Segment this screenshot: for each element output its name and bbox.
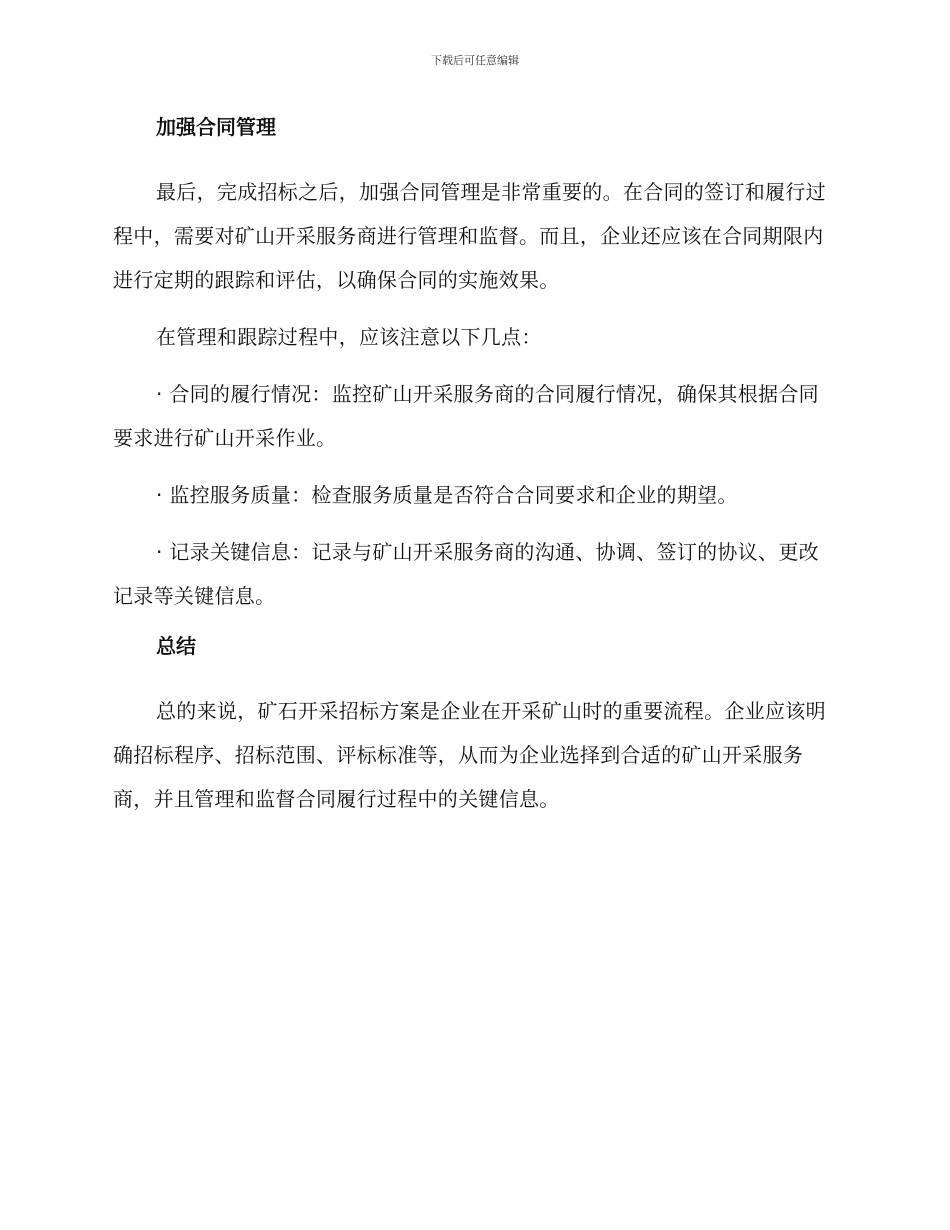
bullet-key-information: · 记录关键信息：记录与矿山开采服务商的沟通、协调、签订的协议、更改记录等关键信息。 — [113, 540, 819, 608]
page-header: 下载后可任意编辑 — [431, 54, 519, 67]
section-heading-contract-management: 加强合同管理 — [156, 115, 276, 139]
paragraph-attention-points: 在管理和跟踪过程中，应该注意以下几点： — [156, 325, 542, 349]
bullet-service-quality: · 监控服务质量：检查服务质量是否符合合同要求和企业的期望。 — [156, 483, 738, 507]
paragraph-summary: 总的来说，矿石开采招标方案是企业在开采矿山时的重要流程。企业应该明确招标程序、招标范围、评标标准等，从而为企业选择到合适的矿山开采服务商，并且管理和监督合同履行过程中的关键信息。 — [113, 699, 826, 811]
paragraph-contract-intro: 最后，完成招标之后，加强合同管理是非常重要的。在合同的签订和履行过程中，需要对矿山开采服务商进行管理和监督。而且，企业还应该在合同期限内进行定期的跟踪和评估，以确保合同的实施效果。 — [113, 180, 826, 292]
bullet-contract-performance: · 合同的履行情况：监控矿山开采服务商的合同履行情况，确保其根据合同要求进行矿山开采作业。 — [113, 382, 819, 450]
section-heading-summary: 总结 — [156, 634, 196, 658]
document-body — [113, 112, 833, 834]
